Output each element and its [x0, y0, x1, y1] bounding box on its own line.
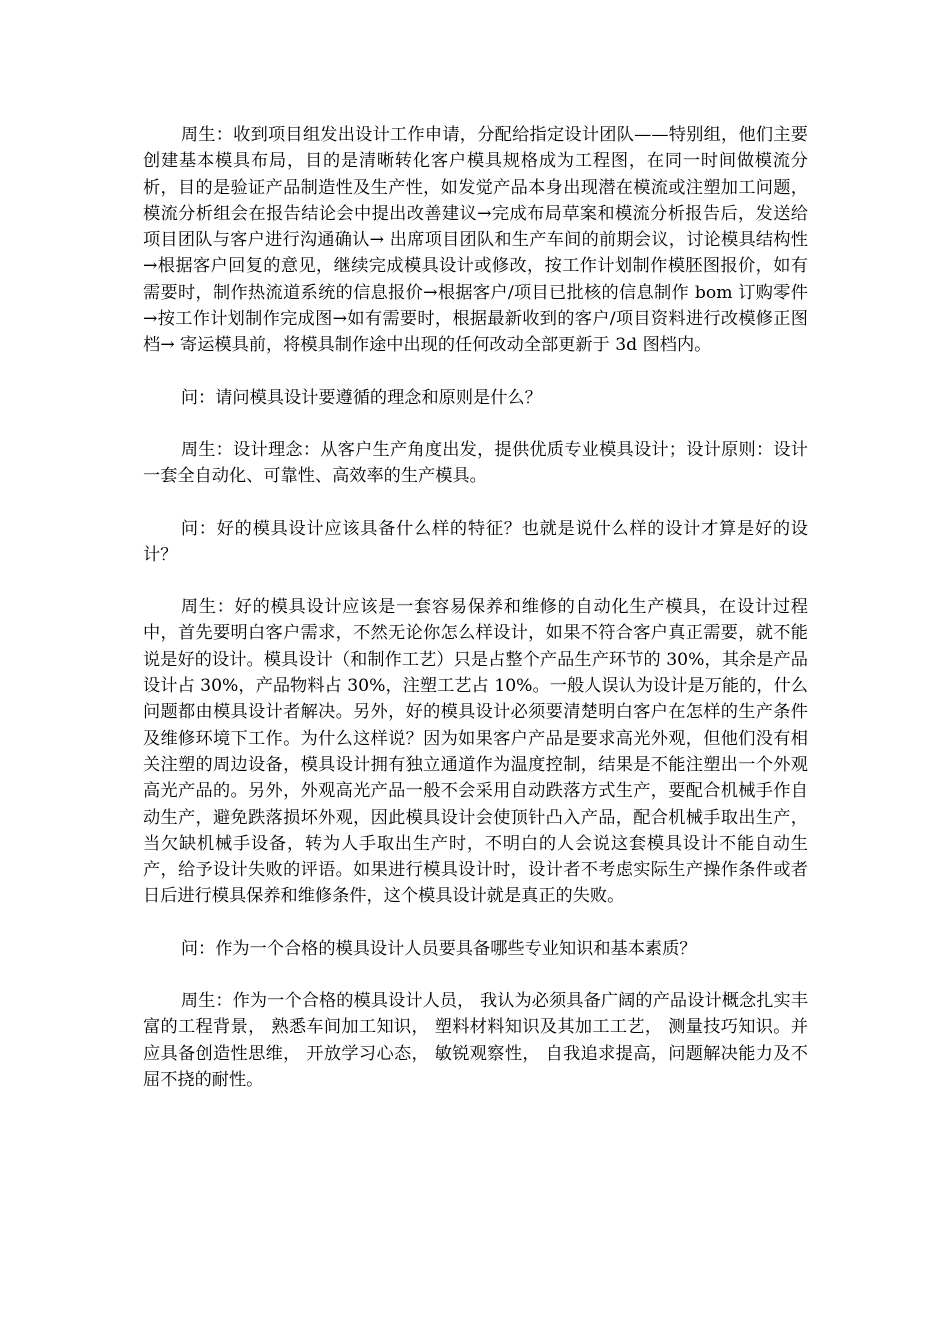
document-body	[143, 122, 808, 1119]
paragraph-answer-qualifications: 周生：作为一个合格的模具设计人员， 我认为必须具备广阔的产品设计概念扎实丰富的工程背景， 熟悉车间加工知识， 塑料材料知识及其加工工艺， 测量技巧知识。并应具备创造性思维， 开放学习心态， 敏锐观察性， 自我追求提高，问题解决能力及不屈不挠的耐性。	[143, 991, 808, 1090]
paragraph-question-qualifications: 问：作为一个合格的模具设计人员要具备哪些专业知识和基本素质？	[180, 938, 697, 959]
paragraph-answer-principles: 周生：设计理念：从客户生产角度出发，提供优质专业模具设计；设计原则：设计一套全自动化、可靠性、高效率的生产模具。	[143, 439, 808, 487]
paragraph-question-principles: 问：请问模具设计要遵循的理念和原则是什么？	[180, 387, 542, 408]
paragraph-workflow-answer: 周生：收到项目组发出设计工作申请，分配给指定设计团队——特别组，他们主要创建基本模具布局，目的是清晰转化客户模具规格成为工程图，在同一时间做模流分析，目的是验证产品制造性及生产性，如发觉产品本身出现潜在模流或注塑加工问题，模流分析组会在报告结论会中提出改善建议→完成布局草案和模流分析报告后，发送给项目团队与客户进行沟通确认→ 出席项目团队和生产车间的前期会议，讨论模具结构性 →根据客户回复的意见，继续完成模具设计或修改，按工作计划制作模胚图报价，如有需要时，制作热流道系统的信息报价→根据客户/项目已批核的信息制作 bom 订购零件→按工作计划制作完成图→如有需要时，根据最新收到的客户/项目资料进行改模修正图档→ 寄运模具前，将模具制作途中出现的任何改动全部更新于 3d 图档内。	[143, 125, 808, 356]
paragraph-answer-good-design: 周生：好的模具设计应该是一套容易保养和维修的自动化生产模具，在设计过程中，首先要明白客户需求，不然无论你怎么样设计，如果不符合客户真正需要，就不能说是好的设计。模具设计（和制作工艺）只是占整个产品生产环节的 30%，其余是产品设计占 30%，产品物料占 30%，注塑工艺占 10%。一般人误认为设计是万能的，什么问题都由模具设计者解决。另外，好的模具设计必须要清楚明白客户在怎样的生产条件及维修环境下工作。为什么这样说？因为如果客户产品是要求高光外观，但他们没有相关注塑的周边设备，模具设计拥有独立通道作为温度控制，结果是不能注塑出一个外观高光产品的。另外，外观高光产品一般不会采用自动跌落方式生产，要配合机械手作自动生产，避免跌落损坏外观，因此模具设计会使顶针凸入产品，配合机械手取出生产，当欠缺机械手设备，转为人手取出生产时，不明白的人会说这套模具设计不能自动生产，给予设计失败的评语。如果进行模具设计时，设计者不考虑实际生产操作条件或者日后进行模具保养和维修条件，这个模具设计就是真正的失败。	[143, 597, 808, 907]
paragraph-question-good-design: 问：好的模具设计应该具备什么样的特征？也就是说什么样的设计才算是好的设计？	[143, 518, 808, 565]
